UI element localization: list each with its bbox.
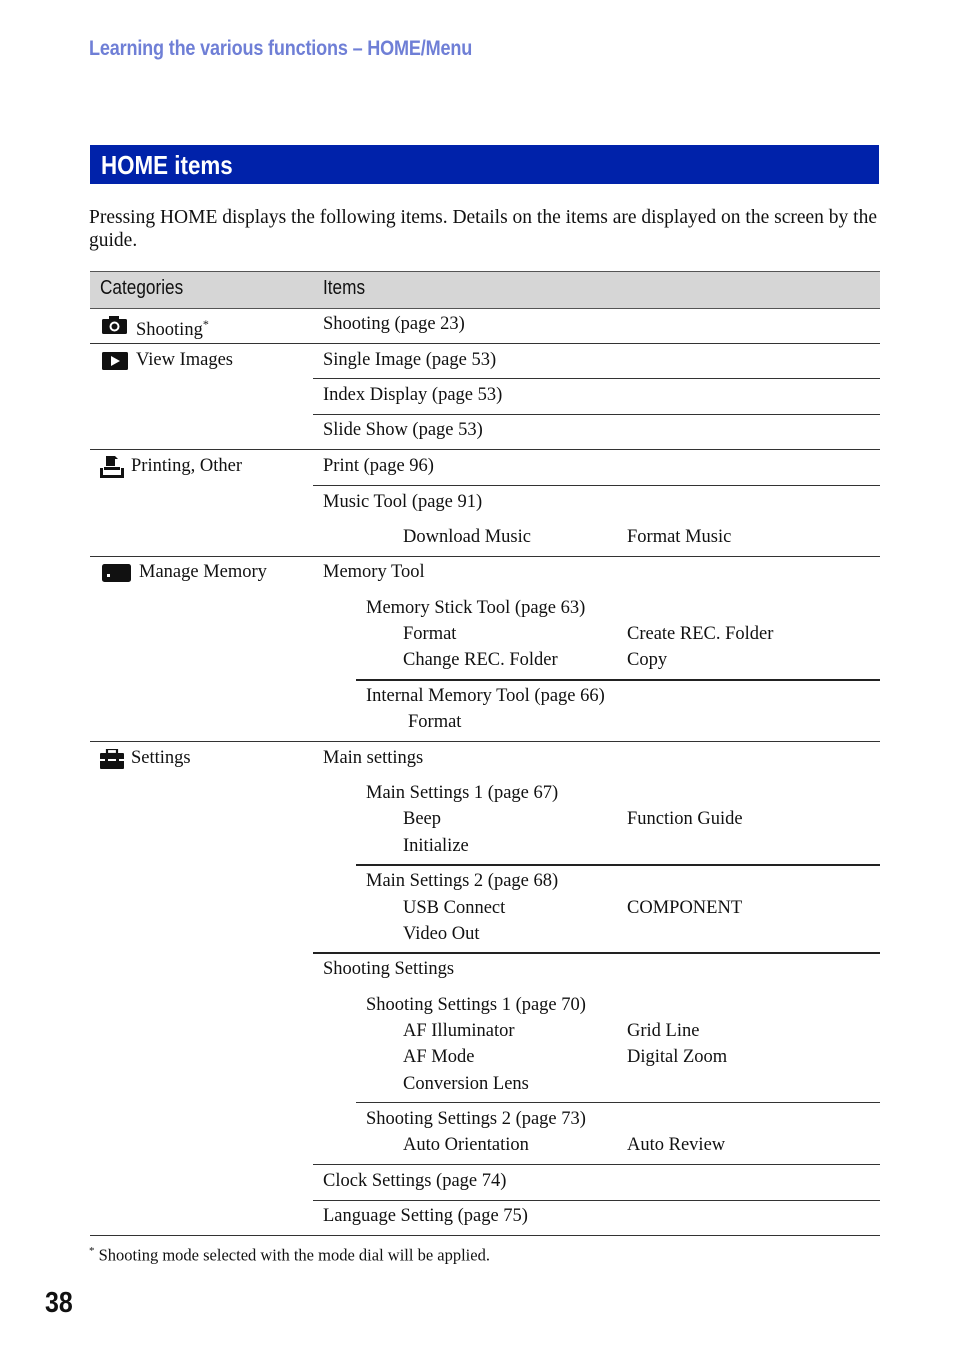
section-title: HOME items bbox=[101, 150, 233, 180]
category-settings: Settings bbox=[131, 748, 191, 768]
category-manage-memory: Manage Memory bbox=[139, 562, 267, 582]
item-format-music: Format Music bbox=[627, 527, 732, 547]
intro-paragraph: Pressing HOME displays the following items. Details on the items are displayed on the screen by the guide. bbox=[89, 207, 877, 251]
group-divider bbox=[356, 1102, 880, 1103]
page-number: 38 bbox=[45, 1287, 73, 1319]
item-language-setting: Language Setting (page 75) bbox=[323, 1206, 528, 1226]
memory-card-icon bbox=[102, 564, 131, 582]
item-shooting: Shooting (page 23) bbox=[323, 314, 465, 334]
section-heading-bar bbox=[90, 145, 879, 184]
row-divider bbox=[313, 378, 880, 379]
item-download-music: Download Music bbox=[403, 527, 531, 547]
item-main-settings-1: Main Settings 1 (page 67) bbox=[366, 783, 559, 803]
item-music-tool: Music Tool (page 91) bbox=[323, 492, 483, 512]
item-create-rec-folder: Create REC. Folder bbox=[627, 624, 774, 644]
item-function-guide: Function Guide bbox=[627, 809, 743, 829]
group-divider bbox=[356, 679, 880, 681]
item-af-mode: AF Mode bbox=[403, 1047, 475, 1067]
group-divider bbox=[356, 864, 880, 866]
row-divider bbox=[90, 449, 880, 450]
item-auto-orientation: Auto Orientation bbox=[403, 1135, 529, 1155]
item-index-display: Index Display (page 53) bbox=[323, 385, 503, 405]
play-icon bbox=[102, 352, 128, 370]
item-change-rec-folder: Change REC. Folder bbox=[403, 650, 558, 670]
printer-icon bbox=[100, 456, 124, 478]
row-divider bbox=[313, 485, 880, 486]
item-beep: Beep bbox=[403, 809, 442, 829]
row-divider bbox=[313, 1164, 880, 1165]
item-usb-connect: USB Connect bbox=[403, 898, 506, 918]
table-header-row bbox=[90, 271, 880, 309]
header-items: Items bbox=[323, 277, 366, 299]
category-view-images: View Images bbox=[136, 350, 234, 370]
item-slide-show: Slide Show (page 53) bbox=[323, 420, 483, 440]
item-grid-line: Grid Line bbox=[627, 1021, 700, 1041]
item-shooting-settings-2: Shooting Settings 2 (page 73) bbox=[366, 1109, 586, 1129]
item-af-illuminator: AF Illuminator bbox=[403, 1021, 515, 1041]
item-initialize: Initialize bbox=[403, 836, 469, 856]
row-divider bbox=[313, 414, 880, 415]
item-im-format: Format bbox=[408, 712, 462, 732]
item-memory-stick-tool: Memory Stick Tool (page 63) bbox=[366, 598, 586, 618]
row-divider bbox=[313, 1200, 880, 1201]
item-digital-zoom: Digital Zoom bbox=[627, 1047, 728, 1067]
running-header: Learning the various functions – HOME/Menu bbox=[89, 37, 473, 60]
item-auto-review: Auto Review bbox=[627, 1135, 726, 1155]
header-categories: Categories bbox=[100, 277, 184, 299]
row-divider bbox=[90, 741, 880, 742]
item-single-image: Single Image (page 53) bbox=[323, 350, 497, 370]
toolbox-icon bbox=[100, 749, 124, 769]
table-bottom-border bbox=[90, 1235, 880, 1236]
category-printing-other: Printing, Other bbox=[131, 456, 242, 476]
item-print: Print (page 96) bbox=[323, 456, 434, 476]
footnote: * Shooting mode selected with the mode dial will be applied. bbox=[89, 1245, 490, 1265]
item-component: COMPONENT bbox=[627, 898, 743, 918]
item-ms-format: Format bbox=[403, 624, 457, 644]
item-shooting-settings: Shooting Settings bbox=[323, 959, 455, 979]
item-main-settings-2: Main Settings 2 (page 68) bbox=[366, 871, 559, 891]
item-video-out: Video Out bbox=[403, 924, 480, 944]
item-main-settings: Main settings bbox=[323, 748, 424, 768]
item-memory-tool: Memory Tool bbox=[323, 562, 425, 582]
item-clock-settings: Clock Settings (page 74) bbox=[323, 1171, 507, 1191]
group-divider bbox=[313, 952, 880, 954]
row-divider bbox=[90, 556, 880, 557]
camera-icon bbox=[102, 315, 127, 334]
category-shooting: Shooting* bbox=[136, 317, 209, 341]
item-conversion-lens: Conversion Lens bbox=[403, 1074, 529, 1094]
item-shooting-settings-1: Shooting Settings 1 (page 70) bbox=[366, 995, 586, 1015]
row-divider bbox=[90, 343, 880, 344]
item-copy: Copy bbox=[627, 650, 668, 670]
item-internal-memory-tool: Internal Memory Tool (page 66) bbox=[366, 686, 605, 706]
